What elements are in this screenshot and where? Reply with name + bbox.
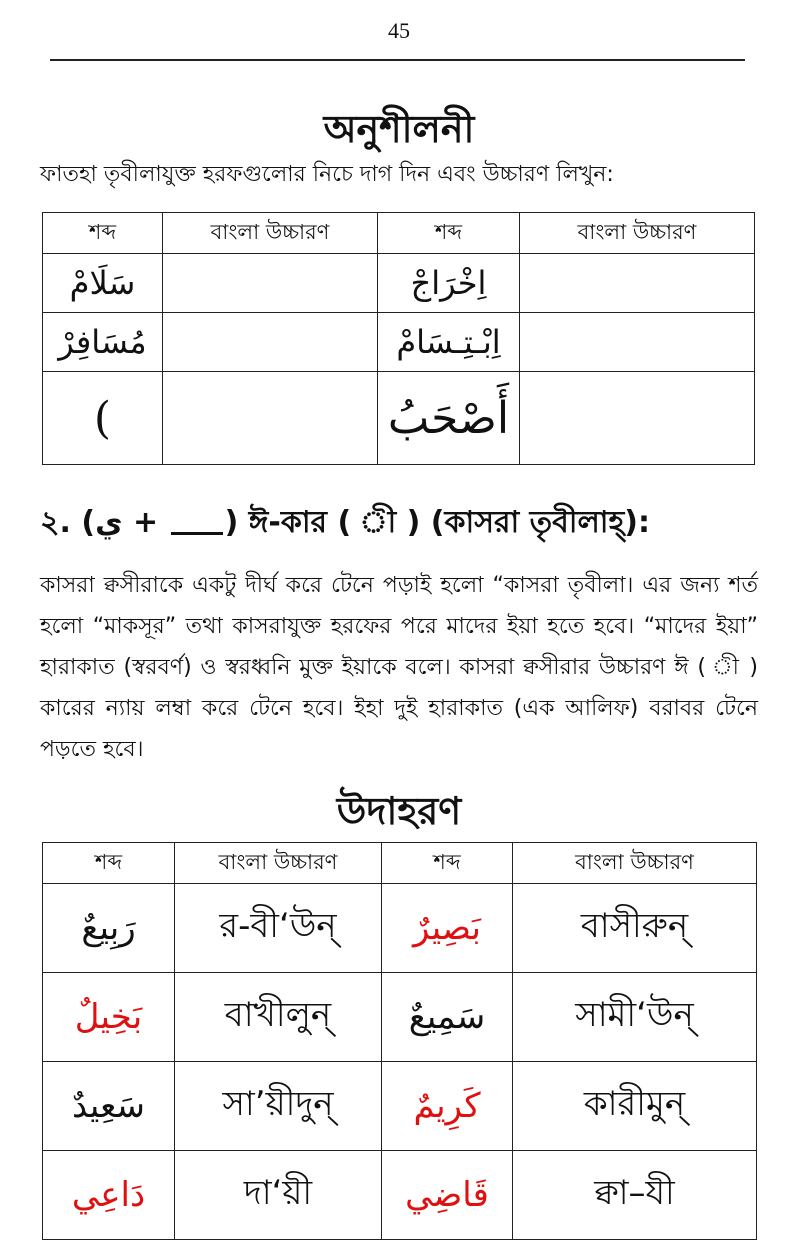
header-pronunciation: বাংলা উচ্চারণ — [520, 213, 755, 254]
exercise-title: অনুশীলনী — [323, 107, 475, 151]
page-number: 45 — [388, 18, 410, 43]
table-row — [43, 973, 757, 1062]
pronunciation: বাখীলুন্ — [175, 973, 382, 1062]
pronunciation: সা’য়ীদুন্ — [175, 1062, 382, 1151]
pronunciation-blank — [163, 313, 378, 372]
arabic-word: كَرِيمٌ — [382, 1062, 513, 1151]
section-heading — [40, 498, 770, 549]
plus-sign: + — [133, 505, 159, 540]
arabic-word: بَصِيرٌ — [382, 884, 513, 973]
header-pronunciation: বাংলা উচ্চারণ — [163, 213, 378, 254]
pronunciation: র-বী‘উন্ — [175, 884, 382, 973]
exercise-instruction: ফাতহা তৃবীলাযুক্ত হরফগুলোর নিচে দাগ দিন এবং উচ্চারণ লিখুন: — [40, 162, 614, 187]
arabic-word: رَبِيعٌ — [43, 884, 175, 973]
close-paren: ) — [224, 505, 239, 540]
table-row — [43, 372, 755, 465]
arabic-word: سَلَامْ — [43, 254, 163, 313]
explanation-paragraph: কাসরা ক্বসীরাকে একটু দীর্ঘ করে টেনে পড়াই হলো “কাসরা তৃবীলা। এর জন্য শর্ত হলো “মাকসূর” তথা কাসরাযুক্ত হরফের পরে মাদের ইয়া হতে হবে। “মাদের ইয়া” হারাকাত (স্বরবর্ণ) ও স্বরধ্বনি মুক্ত ইয়াকে বলে। কাসরা ক্বসীরার উচ্চারণ ঈ ( ী ) কারের ন্যায় লম্বা করে টেনে হবে। ইহা দুই হারাকাত (এক আলিফ) বরাবর টেনে পড়তে হবে। — [40, 573, 758, 762]
header-rule — [50, 59, 745, 61]
vowel-sign: ( ী ) — [337, 505, 421, 540]
header-word: শব্দ — [43, 213, 163, 254]
pronunciation-blank — [163, 254, 378, 313]
exercise-table — [42, 212, 755, 465]
section-name: (কাসরা তৃবীলাহ্): — [430, 505, 650, 540]
header-word: শব্দ — [382, 843, 513, 884]
arabic-word: سَمِيعٌ — [382, 973, 513, 1062]
arabic-word: بَخِيلٌ — [43, 973, 175, 1062]
table-row — [43, 254, 755, 313]
example-table — [42, 842, 757, 1240]
ya-letter: ي — [95, 505, 123, 540]
section-label: ঈ-কার — [248, 505, 328, 540]
pronunciation: কারীমুন্ — [513, 1062, 757, 1151]
arabic-word: دَاعِي — [43, 1151, 175, 1240]
table-row — [43, 1062, 757, 1151]
arabic-word: اِبْـتِـسَامْ — [378, 313, 520, 372]
pronunciation-blank — [520, 313, 755, 372]
section-number: ২. — [40, 505, 71, 540]
kasra-placeholder-line — [171, 512, 223, 535]
arabic-word: اِخْرَاجْ — [378, 254, 520, 313]
arabic-word: قَاضِي — [382, 1151, 513, 1240]
header-word: শব্দ — [378, 213, 520, 254]
header-pronunciation: বাংলা উচ্চারণ — [513, 843, 757, 884]
table-row — [43, 1151, 757, 1240]
arabic-word: سَعِيدٌ — [43, 1062, 175, 1151]
arabic-word: أَصْحَبُ — [378, 372, 520, 465]
pronunciation-blank — [520, 372, 755, 465]
arabic-word: ( — [43, 372, 163, 465]
pronunciation-blank — [163, 372, 378, 465]
pronunciation: সামী‘উন্ — [513, 973, 757, 1062]
example-title: উদাহরণ — [336, 789, 462, 833]
header-pronunciation: বাংলা উচ্চারণ — [175, 843, 382, 884]
pronunciation: বাসীরুন্ — [513, 884, 757, 973]
table-row — [43, 884, 757, 973]
pronunciation: দা‘য়ী — [175, 1151, 382, 1240]
table-row — [43, 313, 755, 372]
open-paren: ( — [81, 505, 96, 540]
arabic-word: مُسَافِرْ — [43, 313, 163, 372]
header-word: শব্দ — [43, 843, 175, 884]
pronunciation-blank — [520, 254, 755, 313]
pronunciation: ক্বা–যী — [513, 1151, 757, 1240]
